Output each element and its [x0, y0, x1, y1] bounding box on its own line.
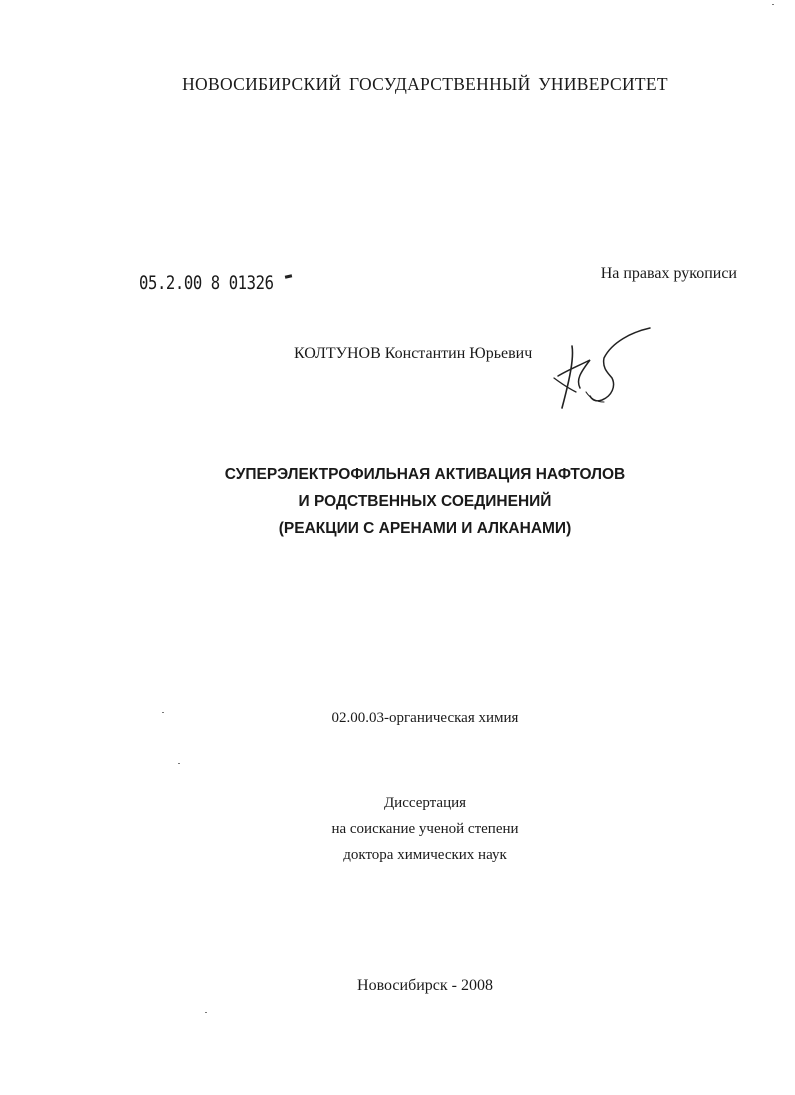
degree-line: доктора химических наук [343, 847, 507, 863]
rights-note: На правах рукописи [600, 265, 737, 282]
university-name: НОВОСИБИРСКИЙ ГОСУДАРСТВЕННЫЙ УНИВЕРСИТЕТ [182, 74, 668, 94]
title-line: (РЕАКЦИИ С АРЕНАМИ И АЛКАНАМИ) [278, 520, 572, 537]
degree-statement [0, 790, 795, 868]
author-name: КОЛТУНОВ Константин Юрьевич [294, 345, 533, 362]
degree-line: Диссертация [383, 795, 467, 811]
degree-line: на соискание ученой степени [331, 821, 519, 837]
title-line: И РОДСТВЕННЫХ СОЕДИНЕНИЙ [298, 493, 552, 510]
scan-speck [162, 712, 164, 713]
dissertation-title [0, 461, 795, 542]
scan-speck [772, 4, 774, 5]
city-year: Новосибирск - 2008 [357, 977, 493, 994]
registration-mark [285, 274, 292, 278]
specialty: 02.00.03-органическая химия [331, 710, 519, 726]
handwritten-signature [550, 318, 660, 418]
scan-speck [178, 763, 180, 764]
title-line: СУПЕРЭЛЕКТРОФИЛЬНАЯ АКТИВАЦИЯ НАФТОЛОВ [224, 466, 626, 483]
registration-number: 05.2.00 8 01326 [139, 272, 274, 294]
scan-speck [205, 1012, 207, 1013]
